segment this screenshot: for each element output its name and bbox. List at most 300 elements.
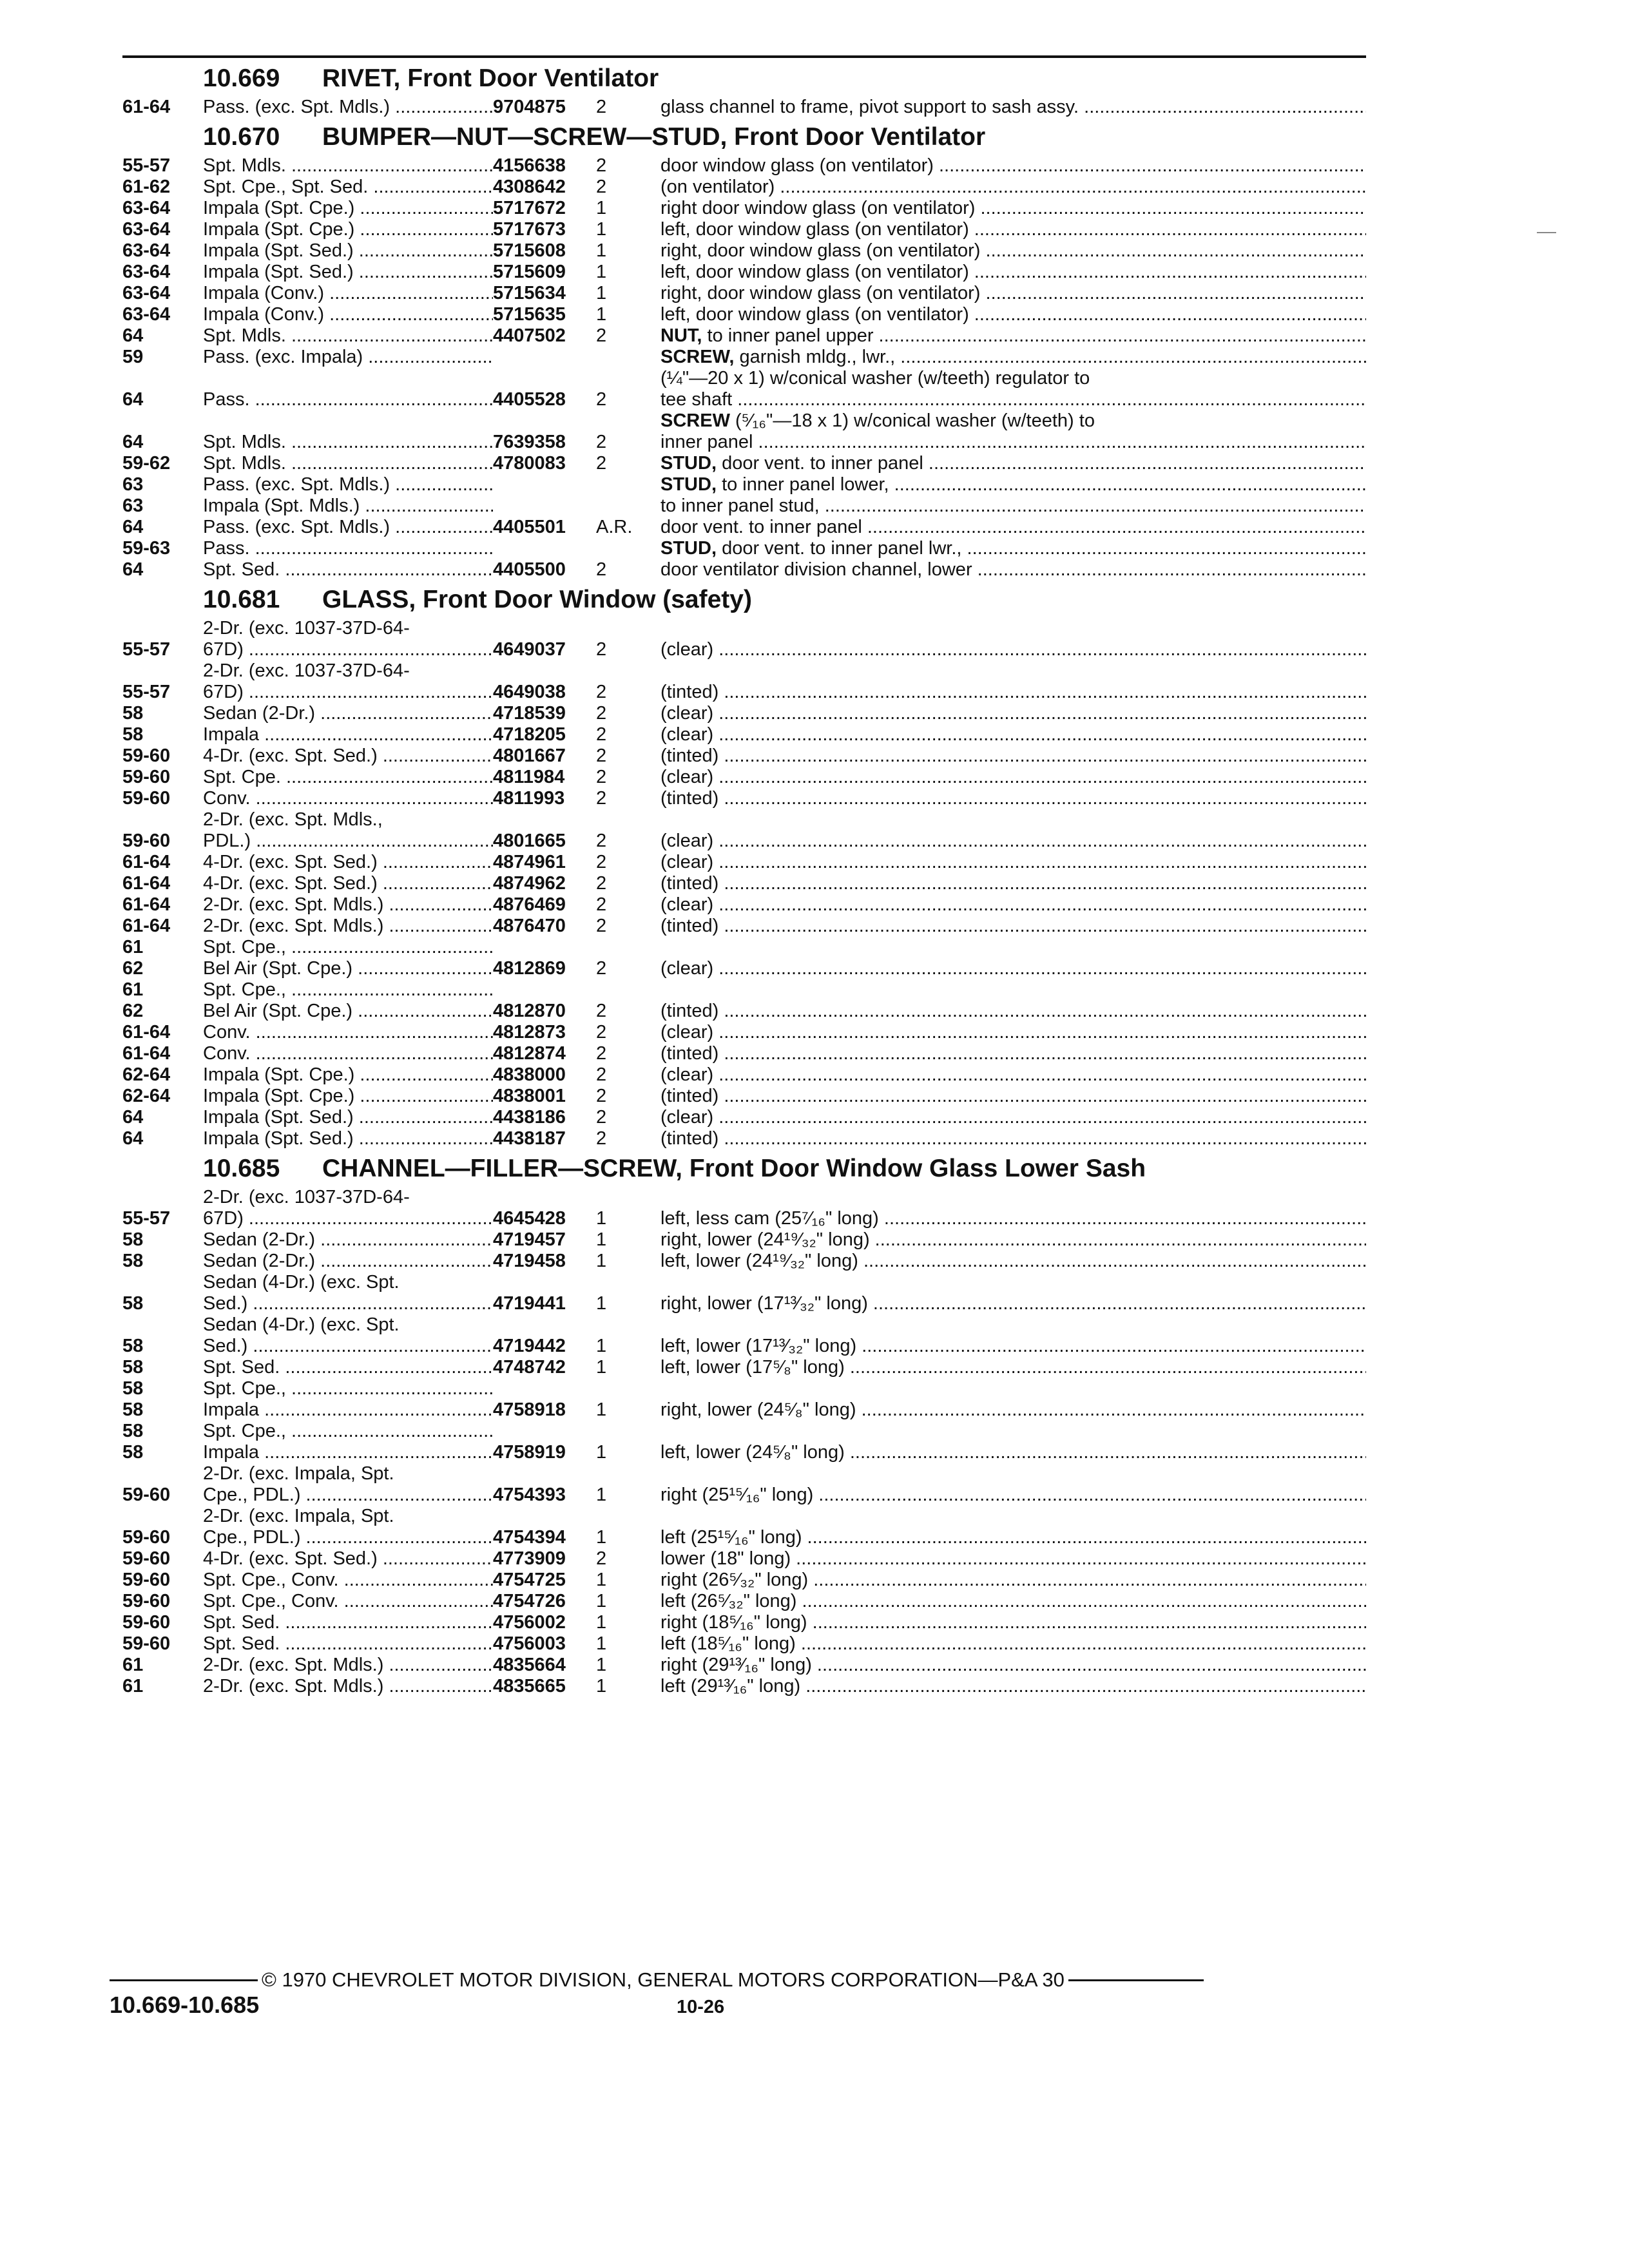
model-year: 58 [122, 1293, 144, 1314]
model-line: 2-Dr. (exc. 1037-37D-64- [203, 618, 410, 639]
part-row [122, 1357, 1366, 1378]
description-text: door vent. to inner panel [722, 453, 923, 474]
model-line: Pass. (exc. Impala) ..... [203, 347, 493, 368]
model-line: 2-Dr. (exc. Spt. Mdls., [203, 809, 383, 830]
model-line: Spt. Cpe., Spt. Sed. ..... [203, 177, 493, 198]
quantity: 2 [596, 916, 607, 936]
model-line: Spt. Mdls. ..... [203, 155, 493, 177]
part-number: 5717673 [493, 219, 566, 240]
description-text: to inner panel stud, [660, 495, 820, 516]
quantity: 1 [596, 1251, 607, 1271]
description-text: left (29¹³⁄₁₆" long) [660, 1676, 801, 1696]
model-year: 64 [122, 517, 144, 537]
part-row [122, 325, 1366, 347]
item-keyword: NUT, [660, 325, 702, 346]
description-text: left, door window glass (on ventilator) [660, 304, 969, 325]
part-description [660, 325, 1366, 347]
model-year: 59-60 [122, 1485, 171, 1505]
model-year: 61-64 [122, 1022, 171, 1043]
part-row [122, 724, 1366, 745]
model-line: 2-Dr. (exc. Spt. Mdls.) ..... [203, 894, 493, 916]
part-number: 4645428 [493, 1208, 566, 1229]
part-row [122, 495, 1366, 517]
description-line [660, 474, 1366, 495]
model-description [203, 517, 493, 538]
model-description [203, 852, 493, 873]
description-text: (⁵⁄₁₆"—18 x 1) w/conical washer (w/teeth) to [735, 410, 1095, 431]
model-description [203, 283, 493, 304]
model-line: Spt. Cpe. ..... [203, 767, 493, 788]
parts-catalog-page [122, 55, 1366, 1697]
model-year: 61 [122, 1655, 144, 1675]
model-line: Impala (Spt. Mdls.) ..... [203, 495, 493, 517]
model-year: 58 [122, 1251, 144, 1271]
description-line [660, 432, 1366, 453]
part-number: 4835665 [493, 1676, 566, 1696]
part-number: 4874961 [493, 852, 566, 872]
model-description [203, 1633, 493, 1655]
model-line: 2-Dr. (exc. 1037-37D-64- [203, 1187, 410, 1207]
part-number: 4835664 [493, 1655, 566, 1675]
model-year: 63-64 [122, 262, 171, 282]
part-description [660, 1336, 1366, 1357]
part-number: 4812869 [493, 958, 566, 979]
model-line: Pass. ..... [203, 389, 493, 410]
model-year: 59-60 [122, 1527, 171, 1548]
part-row [122, 1043, 1366, 1064]
quantity: 2 [596, 97, 607, 117]
model-year: 61-64 [122, 852, 171, 872]
model-description [203, 1463, 493, 1506]
description-line [660, 283, 1366, 304]
part-row [122, 304, 1366, 325]
model-description [203, 979, 493, 1001]
description-line [660, 262, 1366, 283]
model-year: 61-64 [122, 916, 171, 936]
model-description [203, 495, 493, 517]
section-name: BUMPER—NUT—SCREW—STUD, Front Door Ventilator [322, 123, 986, 151]
quantity: 1 [596, 1591, 607, 1611]
model-year: 59-60 [122, 1633, 171, 1654]
model-line: 2-Dr. (exc. Spt. Mdls.) ..... [203, 1676, 493, 1697]
model-description [203, 432, 493, 453]
quantity: 1 [596, 1357, 607, 1378]
model-description [203, 916, 493, 937]
part-description [660, 1591, 1366, 1612]
description-text: (tinted) [660, 788, 719, 809]
footer-section-range: 10.669-10.685 [110, 1992, 260, 2018]
model-description [203, 1570, 493, 1591]
model-description [203, 937, 493, 958]
part-description [660, 745, 1366, 767]
part-row [122, 1229, 1366, 1251]
model-year: 63-64 [122, 283, 171, 303]
model-description [203, 1272, 493, 1314]
description-text: left (25¹⁵⁄₁₆" long) [660, 1527, 802, 1548]
quantity: 2 [596, 745, 607, 766]
description-text: (clear) [660, 831, 714, 851]
part-description [660, 368, 1366, 410]
part-row [122, 517, 1366, 538]
part-description [660, 1485, 1366, 1506]
part-row [122, 240, 1366, 262]
model-description [203, 1357, 493, 1378]
quantity: 2 [596, 432, 607, 452]
part-row [122, 368, 1366, 410]
section-number: 10.669 [203, 64, 280, 92]
model-description [203, 474, 493, 495]
model-description [203, 1064, 493, 1086]
part-description [660, 198, 1366, 219]
quantity: 1 [596, 283, 607, 303]
part-description [660, 97, 1366, 118]
model-description [203, 767, 493, 788]
model-line: Impala (Spt. Sed.) ..... [203, 1128, 493, 1149]
item-keyword: SCREW, [660, 347, 735, 367]
model-year: 63-64 [122, 240, 171, 261]
item-keyword: SCREW [660, 410, 730, 431]
quantity: 1 [596, 1442, 607, 1463]
part-description [660, 453, 1366, 474]
description-line [660, 1591, 1366, 1612]
quantity: 1 [596, 1612, 607, 1633]
description-text: right, door window glass (on ventilator) [660, 283, 981, 303]
part-number: 4812874 [493, 1043, 566, 1064]
description-line [660, 788, 1366, 809]
part-number: 5715609 [493, 262, 566, 282]
description-text: left, door window glass (on ventilator) [660, 262, 969, 282]
part-number: 4308642 [493, 177, 566, 197]
part-number: 4754394 [493, 1527, 566, 1548]
part-row [122, 618, 1366, 660]
description-text: (tinted) [660, 745, 719, 766]
model-line: Spt. Cpe., ..... [203, 1378, 493, 1399]
description-line [660, 724, 1366, 745]
model-description [203, 97, 493, 118]
model-year: 55-57 [122, 682, 171, 702]
part-row [122, 1612, 1366, 1633]
description-text: to inner panel lower, [722, 474, 889, 495]
description-line [660, 325, 1366, 347]
description-line [660, 1633, 1366, 1655]
part-row [122, 958, 1366, 979]
footer-rule-left [110, 1979, 258, 1981]
model-year: 58 [122, 1378, 144, 1399]
part-description [660, 1293, 1366, 1314]
quantity: 2 [596, 682, 607, 702]
top-rule [122, 55, 1366, 58]
sections-container [122, 62, 1366, 1697]
model-description [203, 325, 493, 347]
part-row [122, 177, 1366, 198]
description-text: right (18⁵⁄₁₆" long) [660, 1612, 807, 1633]
part-description [660, 788, 1366, 809]
part-description [660, 873, 1366, 894]
description-text: (clear) [660, 767, 714, 787]
model-year: 59-60 [122, 767, 171, 787]
part-row [122, 283, 1366, 304]
part-description [660, 1208, 1366, 1229]
part-description [660, 1107, 1366, 1128]
part-description [660, 682, 1366, 703]
model-line: Impala (Spt. Cpe.) ..... [203, 219, 493, 240]
description-line [660, 1442, 1366, 1463]
part-description [660, 1043, 1366, 1064]
footer-rule-right [1068, 1979, 1204, 1981]
model-description [203, 1676, 493, 1697]
part-number: 4719457 [493, 1229, 566, 1250]
description-text: inner panel [660, 432, 753, 452]
part-row [122, 559, 1366, 581]
description-text: (tinted) [660, 1043, 719, 1064]
item-keyword: STUD, [660, 538, 717, 559]
model-line: Cpe., PDL.) ..... [203, 1527, 493, 1548]
model-year: 59-60 [122, 745, 171, 766]
description-line [660, 1022, 1366, 1043]
part-row [122, 1570, 1366, 1591]
model-line: Impala (Spt. Cpe.) ..... [203, 198, 493, 219]
description-text: door ventilator division channel, lower [660, 559, 972, 580]
model-line: Impala (Spt. Sed.) ..... [203, 262, 493, 283]
description-text: (clear) [660, 1064, 714, 1085]
description-text: door window glass (on ventilator) [660, 155, 934, 176]
model-description [203, 1421, 493, 1442]
part-row [122, 703, 1366, 724]
quantity: 1 [596, 240, 607, 261]
model-line: 4-Dr. (exc. Spt. Sed.) ..... [203, 852, 493, 873]
part-number: 5715634 [493, 283, 566, 303]
description-line [660, 1043, 1366, 1064]
model-description [203, 1612, 493, 1633]
model-description [203, 155, 493, 177]
description-line [660, 1527, 1366, 1548]
model-description [203, 1506, 493, 1548]
model-line: Sedan (2-Dr.) ..... [203, 1251, 493, 1272]
part-row [122, 1548, 1366, 1570]
part-row [122, 1086, 1366, 1107]
model-description [203, 1655, 493, 1676]
description-line [660, 347, 1366, 368]
section-title [203, 62, 1366, 95]
part-description [660, 639, 1366, 660]
part-number: 5717672 [493, 198, 566, 218]
part-description [660, 177, 1366, 198]
part-description [660, 155, 1366, 177]
part-row [122, 852, 1366, 873]
model-year: 58 [122, 1421, 144, 1441]
quantity: 2 [596, 177, 607, 197]
description-line [660, 1399, 1366, 1421]
description-text: right (25¹⁵⁄₁₆" long) [660, 1485, 814, 1505]
quantity: 2 [596, 1086, 607, 1106]
model-description [203, 453, 493, 474]
description-text: (tinted) [660, 682, 719, 702]
description-text: (clear) [660, 958, 714, 979]
model-description [203, 1107, 493, 1128]
description-line [660, 1064, 1366, 1086]
section-name: CHANNEL—FILLER—SCREW, Front Door Window Glass Lower Sash [322, 1155, 1146, 1182]
description-text: left (18⁵⁄₁₆" long) [660, 1633, 796, 1654]
part-row [122, 1314, 1366, 1357]
quantity: A.R. [596, 517, 633, 537]
part-description [660, 262, 1366, 283]
description-text: right, lower (17¹³⁄₃₂" long) [660, 1293, 868, 1314]
model-line: 2-Dr. (exc. Spt. Mdls.) ..... [203, 1655, 493, 1676]
description-line [660, 1612, 1366, 1633]
model-line: Impala ..... [203, 1442, 493, 1463]
quantity: 1 [596, 1676, 607, 1696]
quantity: 1 [596, 262, 607, 282]
quantity: 1 [596, 304, 607, 325]
item-keyword: STUD, [660, 474, 717, 495]
part-row [122, 1655, 1366, 1676]
quantity: 2 [596, 873, 607, 894]
part-number: 4801665 [493, 831, 566, 851]
quantity: 1 [596, 1336, 607, 1356]
model-year: 62-64 [122, 1064, 171, 1085]
part-row [122, 660, 1366, 703]
model-line: Pass. (exc. Spt. Mdls.) ..... [203, 97, 493, 118]
part-number: 4405528 [493, 389, 566, 410]
model-year: 61-64 [122, 1043, 171, 1064]
description-text: right (26⁵⁄₃₂" long) [660, 1570, 809, 1590]
model-year: 59-62 [122, 453, 171, 474]
part-number: 5715635 [493, 304, 566, 325]
model-year: 58 [122, 1442, 144, 1463]
model-line: Cpe., PDL.) ..... [203, 1485, 493, 1506]
model-line: 67D) ..... [203, 682, 493, 703]
part-row [122, 219, 1366, 240]
part-row [122, 97, 1366, 118]
description-line [660, 894, 1366, 916]
description-line [660, 745, 1366, 767]
part-number: 9704875 [493, 97, 566, 117]
quantity: 2 [596, 1128, 607, 1149]
description-line [660, 1229, 1366, 1251]
description-line [660, 1357, 1366, 1378]
part-number: 4756002 [493, 1612, 566, 1633]
quantity: 1 [596, 1633, 607, 1654]
part-number: 4405500 [493, 559, 566, 580]
model-line: Conv. ..... [203, 1022, 493, 1043]
description-text: right door window glass (on ventilator) [660, 198, 976, 218]
part-description [660, 1064, 1366, 1086]
part-number: 4780083 [493, 453, 566, 474]
part-description [660, 1399, 1366, 1421]
description-text: left, lower (17¹³⁄₃₂" long) [660, 1336, 857, 1356]
model-line: Impala ..... [203, 1399, 493, 1421]
model-year: 61 [122, 937, 144, 957]
model-line: Spt. Mdls. ..... [203, 453, 493, 474]
part-description [660, 538, 1366, 559]
part-row [122, 937, 1366, 958]
model-description [203, 1548, 493, 1570]
part-row [122, 1633, 1366, 1655]
model-year: 58 [122, 1357, 144, 1378]
model-year: 62-64 [122, 1086, 171, 1106]
section-number: 10.681 [203, 586, 280, 613]
description-line [660, 304, 1366, 325]
part-number: 4719441 [493, 1293, 566, 1314]
model-description [203, 389, 493, 410]
description-text: door vent. to inner panel [660, 517, 862, 537]
quantity: 2 [596, 767, 607, 787]
part-number: 4838001 [493, 1086, 566, 1106]
model-year: 55-57 [122, 639, 171, 660]
description-text: to inner panel upper [707, 325, 874, 346]
part-description [660, 1086, 1366, 1107]
model-year: 59 [122, 347, 144, 367]
part-row [122, 1463, 1366, 1506]
model-description [203, 240, 493, 262]
part-number: 4758918 [493, 1399, 566, 1420]
model-line: Spt. Cpe., ..... [203, 937, 493, 958]
model-year: 58 [122, 1229, 144, 1250]
description-text: left (26⁵⁄₃₂" long) [660, 1591, 797, 1611]
model-year: 59-60 [122, 1548, 171, 1569]
part-number: 4754393 [493, 1485, 566, 1505]
description-text: garnish mldg., lwr., [739, 347, 896, 367]
part-description [660, 410, 1366, 453]
quantity: 2 [596, 852, 607, 872]
description-line [660, 767, 1366, 788]
model-year: 59-60 [122, 831, 171, 851]
model-description [203, 347, 493, 368]
quantity: 2 [596, 1022, 607, 1043]
part-description [660, 559, 1366, 581]
part-description [660, 495, 1366, 517]
part-description [660, 347, 1366, 368]
description-line [660, 958, 1366, 979]
quantity: 2 [596, 724, 607, 745]
description-text: (clear) [660, 894, 714, 915]
description-line [660, 703, 1366, 724]
model-year: 55-57 [122, 1208, 171, 1229]
part-number: 4405501 [493, 517, 566, 537]
model-line: 2-Dr. (exc. Impala, Spt. [203, 1463, 394, 1484]
quantity: 1 [596, 1229, 607, 1250]
description-line [660, 1485, 1366, 1506]
model-year: 59-60 [122, 1570, 171, 1590]
part-description [660, 1251, 1366, 1272]
model-description [203, 1251, 493, 1272]
description-text: left, lower (24¹⁹⁄₃₂" long) [660, 1251, 858, 1271]
model-year: 61 [122, 1676, 144, 1696]
description-text: (clear) [660, 703, 714, 724]
description-line [660, 1548, 1366, 1570]
model-line: Impala (Conv.) ..... [203, 283, 493, 304]
part-row [122, 1421, 1366, 1442]
part-row [122, 410, 1366, 453]
model-description [203, 1399, 493, 1421]
model-year: 63-64 [122, 304, 171, 325]
model-line: 2-Dr. (exc. 1037-37D-64- [203, 660, 410, 681]
description-text: (clear) [660, 724, 714, 745]
description-text: right (29¹³⁄₁₆" long) [660, 1655, 812, 1675]
model-description [203, 262, 493, 283]
margin-mark [1537, 232, 1556, 233]
description-line [660, 1107, 1366, 1128]
quantity: 2 [596, 1064, 607, 1085]
model-description [203, 538, 493, 559]
part-row [122, 1676, 1366, 1697]
model-description [203, 745, 493, 767]
model-description [203, 618, 493, 660]
section-title [203, 1152, 1366, 1186]
part-number: 4876469 [493, 894, 566, 915]
model-year: 63-64 [122, 219, 171, 240]
description-text: (clear) [660, 1107, 714, 1128]
